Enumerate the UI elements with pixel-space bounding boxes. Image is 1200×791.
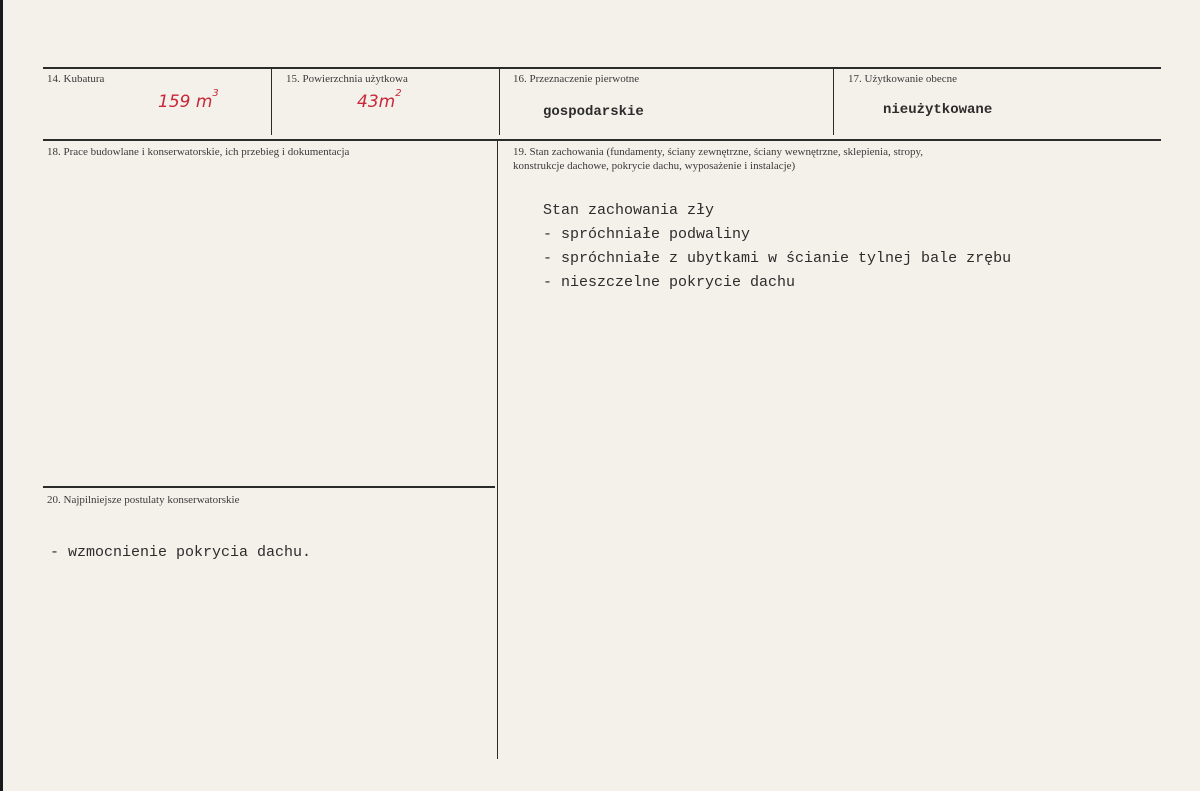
field-14-number: 159 m	[158, 92, 213, 112]
field-20-value: - wzmocnienie pokrycia dachu.	[50, 544, 312, 561]
divider-15-16	[499, 69, 500, 135]
field-14-unit-exp: 3	[212, 88, 219, 100]
field-15-unit-exp: 2	[395, 88, 402, 100]
middle-rule	[43, 139, 1161, 141]
field-19-line-0: Stan zachowania zły	[543, 202, 715, 219]
field-17-value: nieużytkowane	[883, 102, 993, 118]
field-16-value: gospodarskie	[543, 104, 644, 120]
field-15-label: 15. Powierzchnia użytkowa	[286, 73, 408, 85]
field-15-number: 43m	[357, 92, 396, 112]
divider-16-17	[833, 69, 834, 135]
divider-lower-main	[497, 141, 498, 759]
field-19-line-2: - spróchniałe z ubytkami w ścianie tylnej bale zrębu	[543, 250, 1012, 267]
divider-14-15	[271, 69, 272, 135]
field-18-label: 18. Prace budowlane i konserwatorskie, ich przebieg i dokumentacja	[47, 146, 350, 158]
field-15-value	[357, 88, 402, 112]
top-rule	[43, 67, 1161, 69]
field-17-label: 17. Użytkowanie obecne	[848, 73, 958, 85]
field-20-rule	[43, 486, 495, 488]
field-14-label: 14. Kubatura	[47, 73, 105, 85]
field-19-label-line1: 19. Stan zachowania (fundamenty, ściany zewnętrzne, ściany wewnętrzne, sklepienia, stropy,	[513, 146, 924, 158]
field-14-value	[158, 88, 219, 112]
field-19-label-line2: konstrukcje dachowe, pokrycie dachu, wyposażenie i instalacje)	[513, 160, 796, 172]
field-16-label: 16. Przeznaczenie pierwotne	[513, 73, 640, 85]
field-20-label: 20. Najpilniejsze postulaty konserwatorskie	[47, 494, 240, 506]
field-19-line-3: - nieszczelne pokrycie dachu	[543, 274, 796, 291]
field-19-line-1: - spróchniałe podwaliny	[543, 226, 751, 243]
